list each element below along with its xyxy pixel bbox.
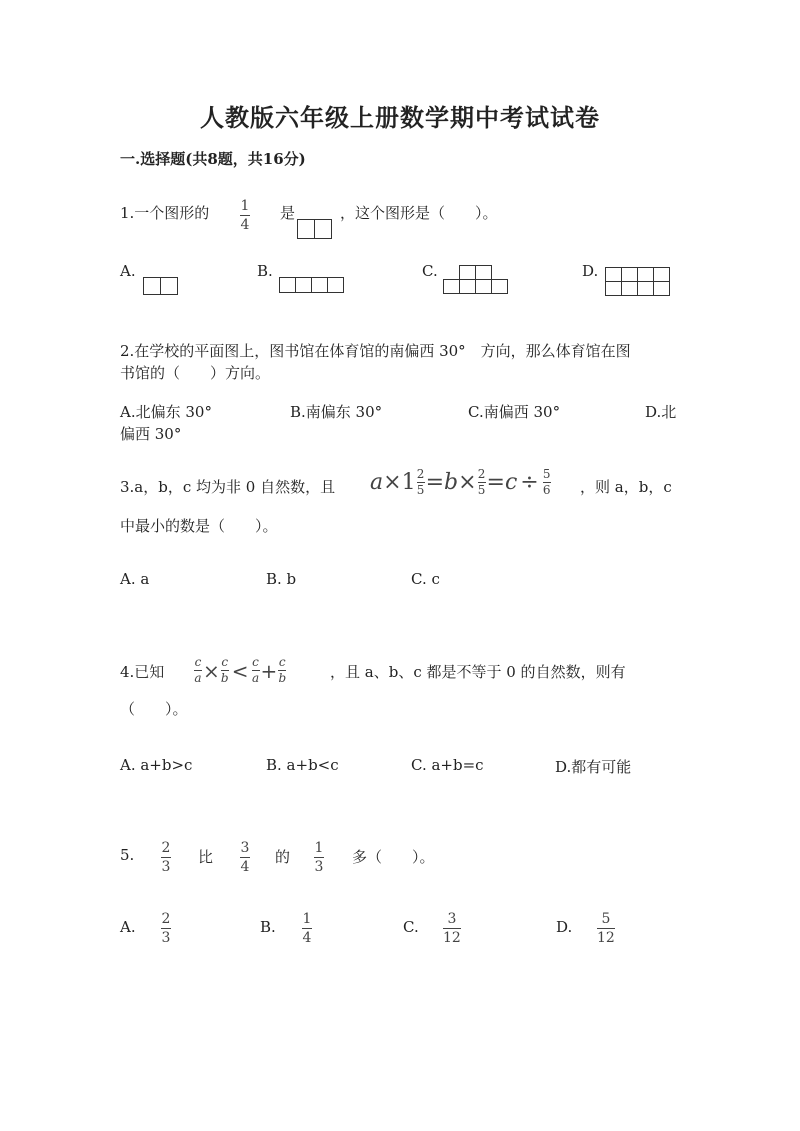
- q4-option-a[interactable]: A. a+b>c: [120, 756, 193, 774]
- q4-formula: c a × c b < c a + c b: [194, 655, 287, 685]
- q1-option-d-label[interactable]: D.: [582, 262, 599, 280]
- q3-prefix: 3.a，b，c 均为非 0 自然数，且: [120, 478, 336, 496]
- page-title: 人教版六年级上册数学期中考试试卷: [200, 103, 600, 132]
- q4-prefix: 4.已知: [120, 663, 165, 681]
- q2-option-d[interactable]: D.北: [645, 403, 677, 421]
- q3-formula: a × 1 2 5 = b × 2 5 = c ÷ 5 6: [370, 467, 551, 497]
- q5-word-bi: 比: [198, 848, 214, 866]
- q4-option-c[interactable]: C. a+b=c: [411, 756, 484, 774]
- q5-option-c-fraction[interactable]: 3 12: [443, 911, 461, 946]
- fraction-numerator: 1: [240, 198, 250, 214]
- q1-option-c-label[interactable]: C.: [422, 262, 438, 280]
- q5-option-a-label[interactable]: A.: [120, 918, 136, 936]
- section-heading: 一.选择题(共8题，共16分): [120, 150, 306, 168]
- q5-option-d-label[interactable]: D.: [556, 918, 573, 936]
- q5-fraction-1: 2 3: [161, 840, 171, 875]
- q1-fraction: [240, 198, 250, 233]
- q5-option-a-fraction[interactable]: 2 3: [161, 911, 171, 946]
- q2-line2: 书馆的（ ）方向。: [120, 364, 271, 382]
- fraction-denominator: 4: [240, 217, 250, 233]
- q3-option-c[interactable]: C. c: [411, 570, 440, 588]
- q4-option-b[interactable]: B. a+b<c: [266, 756, 339, 774]
- q1-suffix: ，这个图形是（ ）。: [340, 204, 498, 222]
- q3-suffix: ，则 a，b，c: [580, 478, 672, 496]
- q2-line1: 2.在学校的平面图上，图书馆在体育馆的南偏西 30° 方向，那么体育馆在图: [120, 342, 631, 360]
- q3-option-a[interactable]: A. a: [120, 570, 150, 588]
- q5-suffix: 多（ ）。: [352, 848, 435, 866]
- q1-mid: 是: [280, 204, 296, 222]
- q4-suffix: ，且 a、b、c 都是不等于 0 的自然数，则有: [330, 663, 626, 681]
- q3-line2: 中最小的数是（ ）。: [120, 517, 278, 535]
- q5-option-d-fraction[interactable]: 5 12: [597, 911, 615, 946]
- q5-option-b-fraction[interactable]: 1 4: [302, 911, 312, 946]
- q4-line2: （ ）。: [120, 700, 188, 718]
- q1-option-a-label[interactable]: A.: [120, 262, 136, 280]
- q1-option-b-label[interactable]: B.: [257, 262, 273, 280]
- q5-word-de: 的: [275, 848, 291, 866]
- q4-option-d[interactable]: D.都有可能: [555, 758, 632, 776]
- q2-option-d-wrap[interactable]: 偏西 30°: [120, 425, 182, 443]
- q5-fraction-2: 3 4: [240, 840, 250, 875]
- q1-prefix: 1.一个图形的: [120, 204, 210, 222]
- q2-option-a[interactable]: A.北偏东 30°: [120, 403, 212, 421]
- q5-fraction-3: 1 3: [314, 840, 324, 875]
- q5-number: 5.: [120, 846, 135, 864]
- q5-option-c-label[interactable]: C.: [403, 918, 419, 936]
- q2-option-b[interactable]: B.南偏东 30°: [290, 403, 383, 421]
- q3-option-b[interactable]: B. b: [266, 570, 297, 588]
- q2-option-c[interactable]: C.南偏西 30°: [468, 403, 561, 421]
- q5-option-b-label[interactable]: B.: [260, 918, 276, 936]
